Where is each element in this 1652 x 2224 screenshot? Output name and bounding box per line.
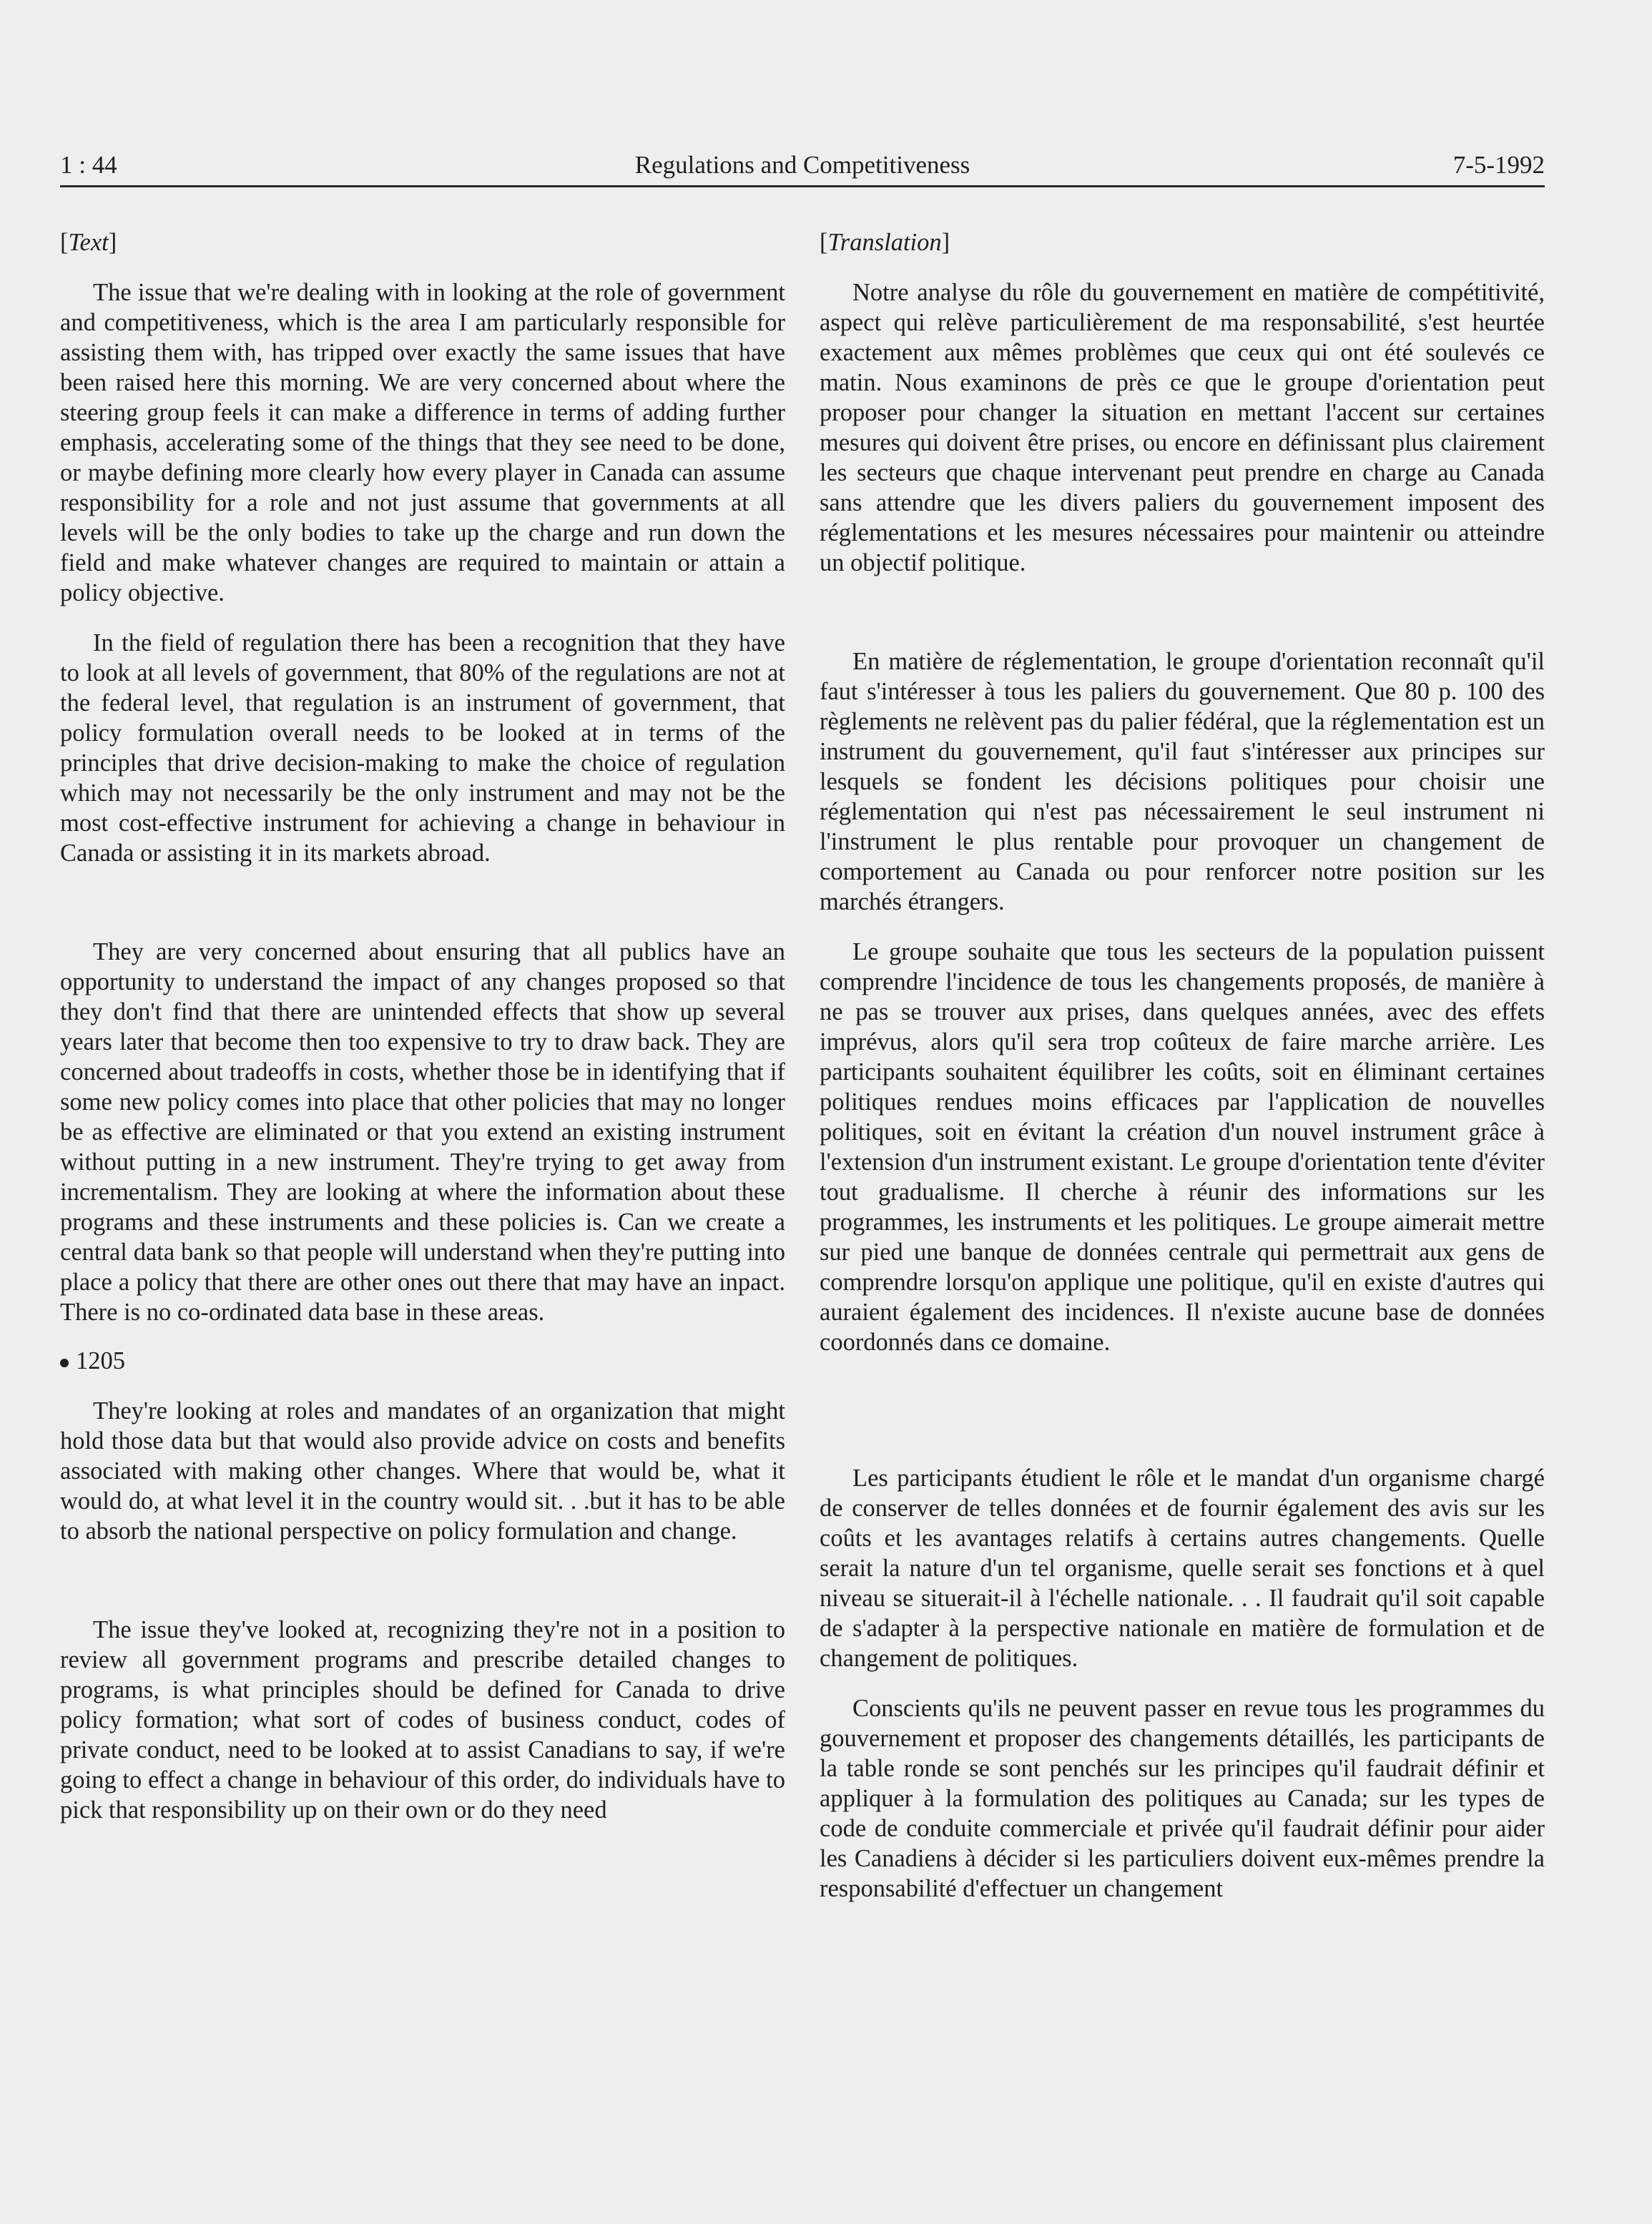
french-paragraph-4: Les participants étudient le rôle et le mandat d'un organisme chargé de conserver de telles données et de fournir également des avis sur les coûts et les avantages relatifs à certains autres changements. Quelle serait la nature d'un tel organisme, quelle serait ses fonctions et à quel niveau se situerait-il à l'échelle nationale. . . Il faudrait qu'il soit capable de s'adapter à la perspective nationale en matière de formulation et de changement de politiques. [820, 1465, 1545, 1672]
english-paragraph-3: They are very concerned about ensuring that all publics have an opportunity to understand the impact of any changes proposed so that they don't find that there are unintended effects that show up several years later that become then too expensive to try to draw back. They are concerned about tradeoffs in costs, whether those be in identifying that if some new policy comes into place that other policies that may no longer be as effective are eliminated or that you extend an existing instrument without putting in a new instrument. They're trying to get away from incrementalism. They are looking at where the information about these programs and these instruments and these policies is. Can we create a central data bank so that people will understand when they're putting into place a policy that there are other ones out there that may have an inpact. There is no co-ordinated data base in these areas. [60, 938, 785, 1326]
english-paragraph-2: In the field of regulation there has been a recognition that they have to look at all levels of government, that 80% of the regulations are not at the federal level, that regulation is an instrument of government, that policy formulation overall needs to be looked at in terms of the principles that drive decision-making to make the choice of regulation which may not necessarily be the only instrument and may not be the most cost-effective instrument for achieving a change in behaviour in Canada or assisting it in its markets abroad. [60, 629, 785, 867]
french-paragraph-2: En matière de réglementation, le groupe d'orientation reconnaît qu'il faut s'intéresser à tous les paliers du gouvernement. Que 80 p. 100 des règlements ne relèvent pas du palier fédéral, que la réglementation est un instrument du gouvernement, qu'il faut s'intéresser aux principes sur lesquels se fondent les décisions politiques pour choisir une réglementation qui n'est pas nécessairement le seul instrument ni l'instrument le plus rentable pour provoquer un changement de comportement au Canada ou pour renforcer notre position sur les marchés étrangers. [820, 648, 1545, 915]
english-column [60, 227, 785, 1825]
bullet-dot-icon [60, 1359, 69, 1367]
french-column-tag: [Translation] [820, 229, 950, 256]
english-paragraph-4: They're looking at roles and mandates of an organization that might hold those data but that would also provide advice on costs and benefits associated with making other changes. Where that would be, what it would do, at what level it in the country would sit. . .but it has to be able to absorb the national perspective on policy formulation and change. [60, 1397, 785, 1545]
timestamp-value: 1205 [76, 1347, 125, 1374]
english-paragraph-1: The issue that we're dealing with in looking at the role of government and competitiveness, which is the area I am particularly responsible for assisting them with, has tripped over exactly the same issues that have been raised here this morning. We are very concerned about where the steering group feels it can make a difference in terms of adding further emphasis, accelerating some of the things that they see need to be done, or maybe defining more clearly how every player in Canada can assume responsibility for a role and not just assume that governments at all levels will be the only bodies to take up the charge and run down the field and make whatever changes are required to maintain or attain a policy objective. [60, 279, 785, 606]
english-column-tag: [Text] [60, 229, 117, 256]
french-paragraph-5: Conscients qu'ils ne peuvent passer en revue tous les programmes du gouvernement et proposer des changements détaillés, les participants de la table ronde se sont penchés sur les principes qu'il faudrait définir et appliquer à la formulation des politiques au Canada; sur les types de code de conduite commerciale et privée qu'il faudrait définir pour aider les Canadiens à décider si les particuliers doivent eux-mêmes prendre la responsabilité d'effectuer un changement [820, 1695, 1545, 1902]
header-date: 7-5-1992 [1452, 151, 1545, 179]
english-paragraph-5: The issue they've looked at, recognizing they're not in a position to review all government programs and prescribe detailed changes to programs, is what principles should be defined for Canada to drive policy formation; what sort of codes of business conduct, codes of private conduct, need to be looked at to assist Canadians to say, if we're going to effect a change in behaviour of this order, do individuals have to pick that responsibility up on their own or do they need [60, 1616, 785, 1824]
english-tag-label: Text [68, 229, 109, 256]
french-column [820, 227, 1545, 1904]
french-tag-label: Translation [827, 229, 942, 256]
timestamp [60, 1346, 785, 1376]
french-paragraph-1: Notre analyse du rôle du gouvernement en matière de compétitivité, aspect qui relève particulièrement de ma responsabilité, s'est heurtée exactement aux mêmes problèmes que ceux qui ont été soulevés ce matin. Nous examinons de près ce que le groupe d'orientation peut proposer pour changer la situation en mettant l'accent sur certaines mesures qui doivent être prises, ou encore en définissant plus clairement les secteurs que chaque intervenant peut prendre en charge au Canada sans attendre que les divers paliers du gouvernement imposent des réglementations et les mesures nécessaires pour maintenir ou atteindre un objectif politique. [820, 279, 1545, 576]
running-title: Regulations and Competitiveness [634, 151, 970, 179]
header-rule [60, 185, 1545, 187]
page-header [60, 149, 1545, 182]
french-paragraph-3: Le groupe souhaite que tous les secteurs de la population puissent comprendre l'incidence de tous les changements proposés, de manière à ne pas se trouver aux prises, dans quelques années, avec des effets imprévus, alors qu'il sera trop coûteux de faire marche arrière. Les participants souhaitent équilibrer les coûts, soit en éliminant certaines politiques rendues moins efficaces par l'application de nouvelles politiques, soit en évitant la création d'un nouvel instrument grâce à l'extension d'un instrument existant. Le groupe d'orientation tente d'éviter tout gradualisme. Il cherche à réunir des informations sur les programmes, les instruments et les politiques. Le groupe aimerait mettre sur pied une banque de données centrale qui permettrait aux gens de comprendre lorsqu'on applique une politique, qu'il en existe d'autres qui auraient également des incidences. Il n'existe aucune base de données coordonnés dans ce domaine. [820, 938, 1545, 1356]
page-number: 1 : 44 [60, 151, 117, 179]
